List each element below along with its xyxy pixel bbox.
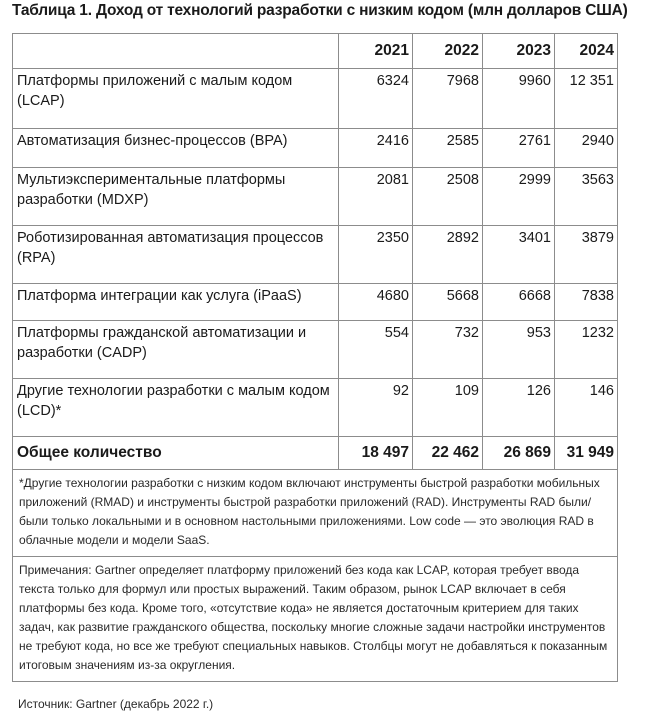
cell-value: 9960 bbox=[483, 69, 555, 129]
total-value: 22 462 bbox=[413, 437, 483, 470]
table-row bbox=[13, 321, 618, 379]
row-label: Платформы гражданской автоматизации и разработки (CADP) bbox=[13, 321, 339, 379]
cell-value: 554 bbox=[339, 321, 413, 379]
total-row bbox=[13, 437, 618, 470]
cell-value: 2585 bbox=[413, 129, 483, 168]
row-label: Автоматизация бизнес-процессов (BPA) bbox=[13, 129, 339, 168]
total-value: 18 497 bbox=[339, 437, 413, 470]
table-row bbox=[13, 69, 618, 129]
cell-value: 2940 bbox=[555, 129, 618, 168]
row-label: Мультиэкспериментальные платформы разработки (MDXP) bbox=[13, 168, 339, 226]
cell-value: 953 bbox=[483, 321, 555, 379]
cell-value: 12 351 bbox=[555, 69, 618, 129]
cell-value: 2081 bbox=[339, 168, 413, 226]
notes-text: Примечания: Gartner определяет платформу приложений без кода как LCAP, которая требует ввода текста только для формул или простых выражений. Таким образом, рынок LCAP включает в себя платформы без кода. Кроме того, «отсутствие кода» не является достаточным критерием для таких задач, как развитие гражданского общества, поскольку многие сложные задачи настройки инструментов не требуют кода, но все же требуют специальных навыков. Столбцы могут не добавляться к показанным итоговым значениям из-за округления. bbox=[13, 557, 618, 682]
cell-value: 2416 bbox=[339, 129, 413, 168]
total-value: 26 869 bbox=[483, 437, 555, 470]
total-label: Общее количество bbox=[13, 437, 339, 470]
row-label: Роботизированная автоматизация процессов (RPA) bbox=[13, 226, 339, 284]
cell-value: 7968 bbox=[413, 69, 483, 129]
footnote-text: *Другие технологии разработки с низким кодом включают инструменты быстрой разработки мобильных приложений (RMAD) и инструменты быстрой разработки приложений (RAD). Инструменты RAD были/были только локальными и в основном настольными приложениями. Low code — это эволюция RAD в облачные модели и модели SaaS. bbox=[13, 470, 618, 557]
source-text: Источник: Gartner (декабрь 2022 г.) bbox=[18, 697, 214, 711]
header-row bbox=[13, 34, 618, 69]
cell-value: 4680 bbox=[339, 284, 413, 321]
cell-value: 7838 bbox=[555, 284, 618, 321]
cell-value: 1232 bbox=[555, 321, 618, 379]
cell-value: 732 bbox=[413, 321, 483, 379]
table-row bbox=[13, 226, 618, 284]
cell-value: 126 bbox=[483, 379, 555, 437]
row-label: Платформа интеграции как услуга (iPaaS) bbox=[13, 284, 339, 321]
revenue-table bbox=[12, 33, 618, 682]
table-row bbox=[13, 284, 618, 321]
cell-value: 5668 bbox=[413, 284, 483, 321]
cell-value: 6668 bbox=[483, 284, 555, 321]
header-label-cell bbox=[13, 34, 339, 69]
table-row bbox=[13, 168, 618, 226]
cell-value: 2999 bbox=[483, 168, 555, 226]
total-value: 31 949 bbox=[555, 437, 618, 470]
cell-value: 6324 bbox=[339, 69, 413, 129]
header-year-2024: 2024 bbox=[555, 34, 618, 69]
row-label: Другие технологии разработки с малым кодом (LCD)* bbox=[13, 379, 339, 437]
cell-value: 92 bbox=[339, 379, 413, 437]
cell-value: 109 bbox=[413, 379, 483, 437]
cell-value: 2350 bbox=[339, 226, 413, 284]
header-year-2023: 2023 bbox=[483, 34, 555, 69]
cell-value: 3401 bbox=[483, 226, 555, 284]
table-title: Таблица 1. Доход от технологий разработки с низким кодом (млн долларов США) bbox=[12, 2, 628, 19]
header-year-2021: 2021 bbox=[339, 34, 413, 69]
cell-value: 3879 bbox=[555, 226, 618, 284]
table-row bbox=[13, 129, 618, 168]
header-year-2022: 2022 bbox=[413, 34, 483, 69]
cell-value: 2508 bbox=[413, 168, 483, 226]
cell-value: 146 bbox=[555, 379, 618, 437]
footnote-row bbox=[13, 470, 618, 557]
table-row bbox=[13, 379, 618, 437]
cell-value: 2761 bbox=[483, 129, 555, 168]
notes-row bbox=[13, 557, 618, 682]
row-label: Платформы приложений с малым кодом (LCAP) bbox=[13, 69, 339, 129]
cell-value: 2892 bbox=[413, 226, 483, 284]
cell-value: 3563 bbox=[555, 168, 618, 226]
